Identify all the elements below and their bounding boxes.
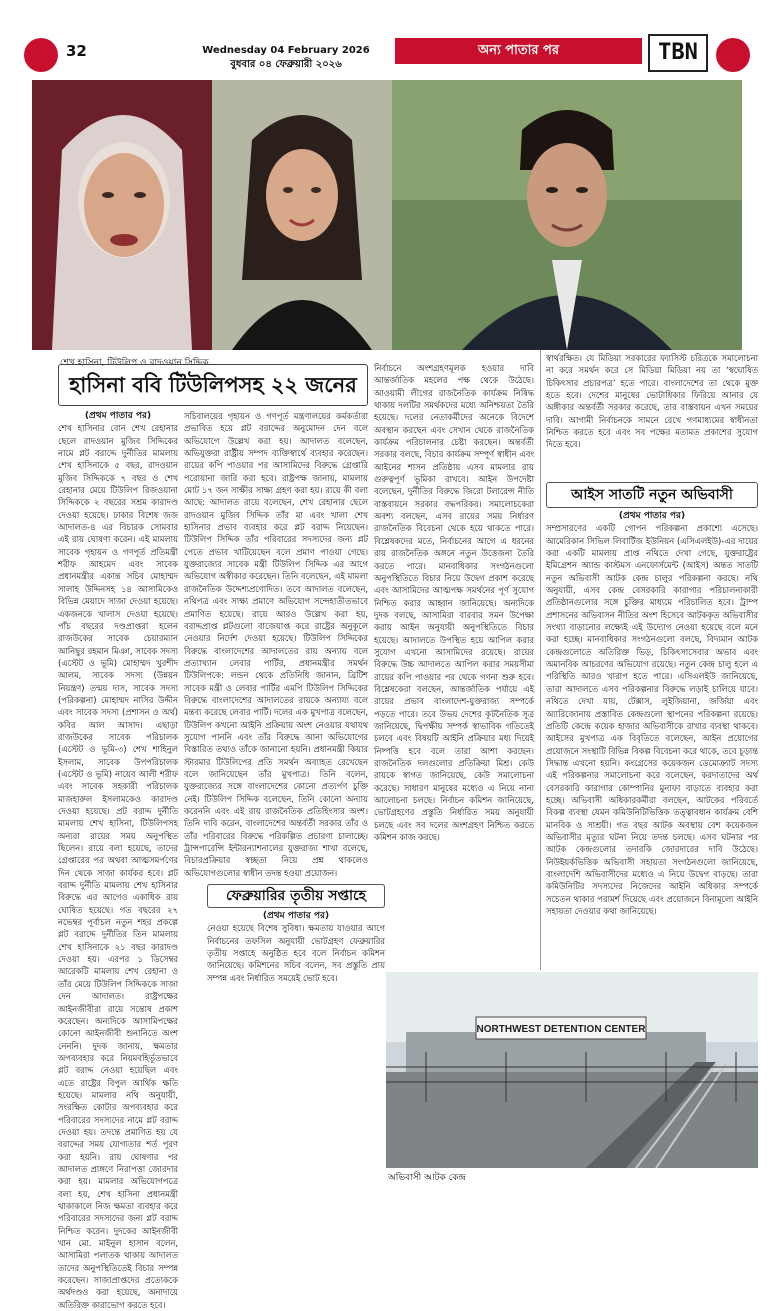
column-4-text: স্বার্থরক্ষিত। যে মিডিয়া সরকারের ফ্যাসিস্ট চরিত্রকে সমালোচনা না করে সমর্থন করে সে মিডিয়া মিডিয়া নয় তা ‘স্বঘোষিত চিকিৎসার প্রচারপত্র’ হতে পারে। বাংলাদেশের তা থেকে মুক্ত হতে হবে। দেশের মানুষের ভোটাধিকার ফিরিয়ে আনার যে অঙ্গীকার অন্তর্বর্তী সরকার করেছে, তার বাস্তবায়ন এখন সময়ের দাবি। আগামী নির্বাচনকে সামনে রেখে গণমাধ্যমের স্বাধীনতা নিশ্চিত করতে হবে এবং সব পক্ষের মতামত প্রকাশের সুযোগ দিতে হবে।	[546, 353, 758, 450]
main-story-text-2: সচিবালয়ের গৃহায়ন ও গণপূর্ত মন্ত্রণালয়ের কর্মকর্তারা প্রভাবিত হয়ে প্লট বরাদ্দের অনুমোদন দেন বলে অভিযোগে উল্লেখ করা হয়। আদালত বলেছেন, অভিযুক্তরা রাষ্ট্রীয় সম্পদ ব্যক্তিস্বার্থে ব্যবহার করেছেন। রায়ের কপি পাওয়ার পর আসামিদের বিরুদ্ধে গ্রেপ্তারি পরোয়ানা জারি করা হবে। রাষ্ট্রপক্ষ জানায়, মামলায় মোট ১৭ জন সাক্ষীর সাক্ষ্য গ্রহণ করা হয়। রায়ে কী বলা আছে: আদালত রায়ে বলেছেন, শেখ রেহানার ছেলে রাদওয়ান মুজিব সিদ্দিক তাঁর মা এবং খালা শেখ হাসিনার প্রভাব ব্যবহার করে প্লট বরাদ্দ নিয়েছেন। টিউলিপ সিদ্দিক তাঁর পরিবারের সদস্যদের জন্য প্লট পেতে প্রভাব খাটিয়েছেন বলে প্রমাণ পাওয়া গেছে। যুক্তরাজ্যের সাবেক মন্ত্রী টিউলিপ সিদ্দিক এর আগে অভিযোগ অস্বীকার করেছেন। তিনি বলেছেন, এই মামলা রাজনৈতিক উদ্দেশ্যপ্রণোদিত। তবে আদালত বলেছেন, নথিপত্র এবং সাক্ষ্য প্রমাণে অভিযোগ সন্দেহাতীতভাবে প্রমাণিত হয়েছে। রায়ে আরও উল্লেখ করা হয়, বরাদ্দপ্রাপ্ত প্লটগুলো বাজেয়াপ্ত করে রাষ্ট্রের অনুকূলে নেওয়ার নির্দেশ দেওয়া হয়েছে। টিউলিপ সিদ্দিকের বিরুদ্ধে বাংলাদেশের আদালতের রায় অন্যায় বলে প্রত্যাখ্যান লেবার পার্টির, প্রধানমন্ত্রীর সমর্থন টিউলিপকে: লন্ডন থেকে প্রতিনিধি জানান, ব্রিটিশ সাবেক মন্ত্রী ও লেবার পার্টির এমপি টিউলিপ সিদ্দিকের বিরুদ্ধে বাংলাদেশের আদালতের রায়কে অন্যায্য বলে মন্তব্য করেছে লেবার পার্টি। দলের এক মুখপাত্র বলেছেন, টিউলিপ কখনো আইনি প্রক্রিয়ায় অংশ নেওয়ার যথাযথ সুযোগ পাননি এবং তাঁর বিরুদ্ধে আনা অভিযোগের বিস্তারিত তথ্যও তাঁকে জানানো হয়নি। প্রধানমন্ত্রী কিয়ার স্টারমার টিউলিপের প্রতি সমর্থন অব্যাহত রেখেছেন বলে জানিয়েছেন তাঁর মুখপাত্র। তিনি বলেন, যুক্তরাজ্যের সঙ্গে বাংলাদেশের কোনো প্রত্যর্পণ চুক্তি নেই। টিউলিপ সিদ্দিক বলেছেন, তিনি কোনো অন্যায় করেননি এবং এই রায় রাজনৈতিক প্রতিহিংসার অংশ। তিনি দাবি করেন, বাংলাদেশের অন্তর্বর্তী সরকার তাঁর ও তাঁর পরিবারের বিরুদ্ধে পরিকল্পিত প্রচারণা চালাচ্ছে। ট্রান্সপারেন্সি ইন্টারন্যাশনালের যুক্তরাজ্য শাখা বলেছে, বিচারপ্রক্রিয়ার স্বচ্ছতা নিয়ে প্রশ্ন থাকলেও অভিযোগগুলোর স্বাধীন তদন্ত হওয়া প্রয়োজন।	[184, 411, 368, 878]
main-headline: হাসিনা ববি টিউলিপসহ ২২ জনের	[58, 364, 368, 406]
feb-story-headline: ফেব্রুয়ারির তৃতীয় সপ্তাহে	[207, 884, 385, 908]
detention-sign-text: NORTHWEST DETENTION CENTER	[476, 1024, 646, 1035]
feb-story-column	[207, 910, 385, 1180]
column-4-top	[546, 352, 758, 476]
newspaper-logo: TBN	[648, 34, 708, 72]
photos-caption: শেখ হাসিনা, টিউলিপ ও রাদওয়ান সিদ্দিক	[60, 358, 209, 368]
date-english: Wednesday 04 February 2026	[202, 45, 370, 56]
header-date	[176, 44, 396, 72]
main-story-text-1: শেখ হাসিনার বোন শেখ রেহানার ছেলে রাদওয়ান মুজিব সিদ্দিকের নামে প্লট বরাদ্দে দুর্নীতির মামলায় শেখ হাসিনাকে ৫ বছর, রাদওয়ান মুজিব সিদ্দিককে ৭ বছর ও শেখ রেহানার মেয়ে টিউলিপ রিজওয়ানা সিদ্দিককে ২ বছরের সশ্রম কারাদণ্ড দেওয়া হয়েছে। ঢাকার বিশেষ জজ আদালত-৪ এর বিচারক সোমবার এই রায় ঘোষণা করেন। এই মামলায় সাবেক গৃহায়ন ও গণপূর্ত প্রতিমন্ত্রী শরীফ আহমেদ এবং সাবেক প্রধানমন্ত্রীর একান্ত সচিব মোহাম্মদ সালাহ উদ্দিনসহ ১৪ আসামিকেও বিভিন্ন মেয়াদে সাজা দেওয়া হয়েছে। একজনকে খালাস দেওয়া হয়েছে। পাঁচ বছরের দণ্ডপ্রাপ্তরা হলেন রাজউকের সাবেক চেয়ারম্যান আনিছুর রহমান মিঞা, সাবেক সদস্য (এস্টেট ও ভূমি) মোহাম্মদ খুরশীদ আলম, সাবেক সদস্য (উন্নয়ন নিয়ন্ত্রণ) তন্ময় দাস, সাবেক সদস্য (পরিকল্পনা) মোহাম্মদ নাসির উদ্দীন এবং সাবেক সদস্য (প্রশাসন ও অর্থ) কবির আল আসাদ। এছাড়া রাজউকের সাবেক পরিচালক (এস্টেট ও ভূমি-৩) শেখ শাহিনুল ইসলাম, সাবেক উপপরিচালক (এস্টেট ও ভূমি) নায়েব আলী শরীফ এবং সাবেক সহকারী পরিচালক মাজহারুল ইসলামকেও কারাদণ্ড দেওয়া হয়েছে। প্রট বরাদ্দ দুর্নীতি মামলায় শেখ হাসিনা, টিউলিপসহ অন্যরা রায়ের সময় অনুপস্থিত ছিলেন। রায়ে বলা হয়েছে, তাদের গ্রেপ্তারের পর অথবা আত্মসমর্পণের দিন থেকে সাজা কার্যকর হবে। প্লট বরাদ্দ দুর্নীতি মামলায় শেখ হাসিনার বিরুদ্ধে এর আগেও একাধিক রায় ঘোষিত হয়েছে। গত বছরের ২৭ নভেম্বর পূর্বাচল নতুন শহর প্রকল্পে প্লট বরাদ্দে দুর্নীতির তিন মামলায় শেখ হাসিনাকে ২১ বছর কারাদণ্ড দেওয়া হয়। এরপর ১ ডিসেম্বর আরেকটি মামলায় শেখ রেহানা ও তাঁর মেয়ে টিউলিপ সিদ্দিককে সাজা দেন আদালত। রাষ্ট্রপক্ষের আইনজীবীরা রায়ে সন্তোষ প্রকাশ করেছেন। অন্যদিকে আসামিপক্ষের কোনো আইনজীবী শুনানিতে অংশ নেননি। দুদক জানায়, ক্ষমতার অপব্যবহার করে নিয়মবহির্ভূতভাবে প্লট বরাদ্দ নেওয়া হয়েছিল এবং এতে রাষ্ট্রের বিপুল আর্থিক ক্ষতি হয়েছে। মামলার নথি অনুযায়ী, সংরক্ষিত কোটার অপব্যবহার করে পরিবারের সদস্যদের নামে প্লট বরাদ্দ দেওয়া হয়। তদন্তে প্রমাণিত হয় যে বরাদ্দের সময় যোগ্যতার শর্ত পূরণ করা হয়নি। রায় ঘোষণার পর আদালত প্রাঙ্গণে নিরাপত্তা জোরদার করা হয়। মামলার অভিযোগপত্রে বলা হয়, শেখ হাসিনা প্রধানমন্ত্রী থাকাকালে নিজ ক্ষমতা ব্যবহার করে পরিবারের সদস্যদের জন্য প্লট বরাদ্দ নিশ্চিত করেন। দুদকের আইনজীবী খান মো. মাইনুল হাসান বলেন, আসামিরা পলাতক থাকায় আদালত তাদের অনুপস্থিতিতেই বিচার সম্পন্ন করেছেন। সাজাপ্রাপ্তদের প্রত্যেককে অর্থদণ্ডও করা হয়েছে, অনাদায়ে অতিরিক্ত কারাভোগ করতে হবে।	[58, 423, 178, 1310]
column-divider	[540, 350, 541, 970]
main-story-kicker: (প্রথম পাতার পর)	[84, 411, 152, 421]
detention-photo-caption: অভিবাসী আটক কেন্দ্র	[388, 1173, 466, 1183]
main-story-text-3: নির্বাচনে অংশগ্রহণমূলক হওয়ার দাবি আন্তর্জাতিক মহলের পক্ষ থেকে উঠেছে। আওয়ামী লীগের রাজনৈতিক কার্যক্রম নিষিদ্ধ থাকায় দলটির সমর্থকদের মধ্যে অনিশ্চয়তা তৈরি হয়েছে। দলের নেতাকর্মীদের অনেকে বিদেশে অবস্থান করছেন এবং সেখান থেকে রাজনৈতিক কার্যক্রম পরিচালনার চেষ্টা করছেন। অন্তর্বর্তী সরকার বলছে, বিচার কার্যক্রম সম্পূর্ণ স্বাধীন এবং আইনের শাসন প্রতিষ্ঠায় এসব মামলার রায় গুরুত্বপূর্ণ ভূমিকা রাখবে। আইন উপদেষ্টা বলেছেন, দুর্নীতির বিরুদ্ধে জিরো টলারেন্স নীতি বাস্তবায়নে সরকার বদ্ধপরিকর। সমালোচকেরা অবশ্য বলছেন, এসব রায়ের সময় নির্ধারণ রাজনৈতিক বিবেচনা থেকে হয়ে থাকতে পারে। বিশ্লেষকদের মতে, নির্বাচনের আগে এ ধরনের রায় রাজনৈতিক অঙ্গনে নতুন উত্তেজনা তৈরি করতে পারে। মানবাধিকার সংগঠনগুলো অনুপস্থিতিতে বিচার নিয়ে উদ্বেগ প্রকাশ করেছে এবং আসামিদের আত্মপক্ষ সমর্থনের পূর্ণ সুযোগ নিশ্চিত করার আহ্বান জানিয়েছে। অন্যদিকে দুদক বলছে, আসামিরা বারবার সমন উপেক্ষা করায় আইন অনুযায়ী অনুপস্থিতিতে বিচার হয়েছে। আদালতে উপস্থিত হয়ে আপিল করার সুযোগ এখনো আসামিদের রয়েছে। রায়ের বিরুদ্ধে উচ্চ আদালতে আপিল করার সময়সীমা রায়ের কপি পাওয়ার পর থেকে গণনা শুরু হবে। বিশ্লেষকেরা বলছেন, আন্তর্জাতিক পর্যায়ে এই রায়ের প্রভাব বাংলাদেশ-যুক্তরাজ্য সম্পর্কে পড়তে পারে। তবে উভয় দেশের কূটনৈতিক সূত্র জানিয়েছে, দ্বিপক্ষীয় সম্পর্ক স্বাভাবিক গতিতেই চলবে এবং বিষয়টি আইনি প্রক্রিয়ার মধ্য দিয়েই নিষ্পত্তি হবে বলে তারা আশা করছেন। রাজনৈতিক দলগুলোর প্রতিক্রিয়া মিশ্র। কেউ রায়কে স্বাগত জানিয়েছে, কেউ সমালোচনা করেছে। সাধারণ মানুষের মধ্যেও এ নিয়ে নানা আলোচনা চলছে। নির্বাচন কমিশন জানিয়েছে, ভোটগ্রহণের প্রস্তুতি নির্ধারিত সময় অনুযায়ী চলছে এবং সব দলের অংশগ্রহণ নিশ্চিত করতে কমিশন কাজ করছে।	[374, 363, 534, 843]
ice-story-column	[546, 510, 758, 970]
section-banner: অন্য পাতার পর	[395, 38, 642, 64]
ice-story-kicker: (প্রথম পাতার পর)	[618, 511, 686, 521]
liberty-icon	[716, 38, 750, 72]
ice-story-headline: আইস সাতটি নতুন অভিবাসী	[546, 482, 758, 508]
photo-tulip	[212, 80, 392, 350]
photo-radwan	[392, 80, 742, 350]
detention-center-photo	[386, 972, 758, 1168]
photo-hasina	[32, 80, 212, 350]
page-number: 32	[66, 42, 87, 60]
date-bengali: বুধবার ০৪ ফেব্রুয়ারী ২০২৬	[230, 59, 342, 70]
ice-story-text: সম্প্রসারণের একটি গোপন পরিকল্পনা প্রকাশ্যে এসেছে। আমেরিকান সিভিল লিবার্টিজ ইউনিয়ন (এসিএলইউ)-এর দায়ের করা একটি মামলায় প্রাপ্ত নথিতে দেখা গেছে, যুক্তরাষ্ট্রের ইমিগ্রেশন অ্যান্ড কাস্টমস এনফোর্সমেন্ট (আইস) অন্তত সাতটি নতুন অভিবাসী আটক কেন্দ্র চালুর পরিকল্পনা করছে। নথি অনুযায়ী, এসব কেন্দ্র বেসরকারি কারাগার পরিচালনাকারী প্রতিষ্ঠানগুলোর সঙ্গে চুক্তির মাধ্যমে পরিচালিত হবে। ট্রাম্প প্রশাসনের অভিবাসন নীতির অংশ হিসেবে আটককৃত অভিবাসীর সংখ্যা বাড়ানোর লক্ষ্যেই এই উদ্যোগ নেওয়া হয়েছে বলে মনে করা হচ্ছে। মানবাধিকার সংগঠনগুলো বলছে, বিদ্যমান আটক কেন্দ্রগুলোতে অতিরিক্ত ভিড়, চিকিৎসাসেবার অভাব এবং অমানবিক আচরণের অভিযোগ রয়েছে। নতুন কেন্দ্র চালু হলে এ পরিস্থিতি আরও খারাপ হতে পারে। এসিএলইউ জানিয়েছে, তারা আদালতে এসব পরিকল্পনার বিরুদ্ধে লড়াই চালিয়ে যাবে। নথিতে দেখা যায়, টেক্সাস, লুইজিয়ানা, জর্জিয়া এবং অ্যারিজোনায় প্রস্তাবিত কেন্দ্রগুলো স্থাপনের পরিকল্পনা রয়েছে। প্রতিটি কেন্দ্রে কয়েক হাজার অভিবাসীকে রাখার ব্যবস্থা থাকবে। আইসের মুখপাত্র এক বিবৃতিতে বলেছেন, আইন প্রয়োগের প্রয়োজনে সংস্থাটি বিভিন্ন বিকল্প বিবেচনা করে থাকে, তবে চূড়ান্ত সিদ্ধান্ত এখনো হয়নি। কংগ্রেসের কয়েকজন ডেমোক্র্যাট সদস্য এই পরিকল্পনার সমালোচনা করে বলেছেন, করদাতাদের অর্থ বেসরকারি কারাগার কোম্পানির মুনাফা বাড়াতে ব্যবহার করা হচ্ছে। অভিবাসী অধিকারকর্মীরা বলছেন, আটকের পরিবর্তে বিকল্প ব্যবস্থা যেমন কমিউনিটিভিত্তিক তত্ত্বাবধান কার্যক্রম বেশি মানবিক ও সাশ্রয়ী। গত বছর আটক অবস্থায় বেশ কয়েকজন অভিবাসীর মৃত্যুর ঘটনা নিয়ে তদন্ত চলছে। এসব ঘটনার পর আটক কেন্দ্রগুলোর তদারকি জোরদারের দাবি উঠেছে। নিউইয়র্কভিত্তিক অভিবাসী সহায়তা সংগঠনগুলো জানিয়েছে, বাংলাদেশি অভিবাসীদের মধ্যেও এ নিয়ে উদ্বেগ বাড়ছে। তারা কমিউনিটির সদস্যদের নিজেদের আইনি অধিকার সম্পর্কে সচেতন থাকার পরামর্শ দিয়েছে এবং প্রয়োজনে বিনামূল্যে আইনি সহায়তা দেওয়ার কথা জানিয়েছে।	[546, 523, 758, 916]
main-story-column-3	[374, 362, 534, 884]
main-story-column-1	[58, 410, 178, 1310]
page-header	[0, 0, 770, 78]
feb-story-kicker: (প্রথম পাতার পর)	[262, 911, 330, 921]
header-left-mark	[24, 38, 58, 72]
feb-story-text: নেওয়া হয়েছে বিশেষ সুবিধা। ক্ষমতায় যাওয়ার আগে নির্বাচনের তফসিল অনুযায়ী ভোটগ্রহণ ফেব্রুয়ারির তৃতীয় সপ্তাহে অনুষ্ঠিত হবে বলে নির্বাচন কমিশন জানিয়েছে। কমিশনের সচিব বলেন, সব প্রস্তুতি প্রায় সম্পন্ন এবং নির্ধারিত সময়েই ভোট হবে।	[207, 923, 385, 983]
